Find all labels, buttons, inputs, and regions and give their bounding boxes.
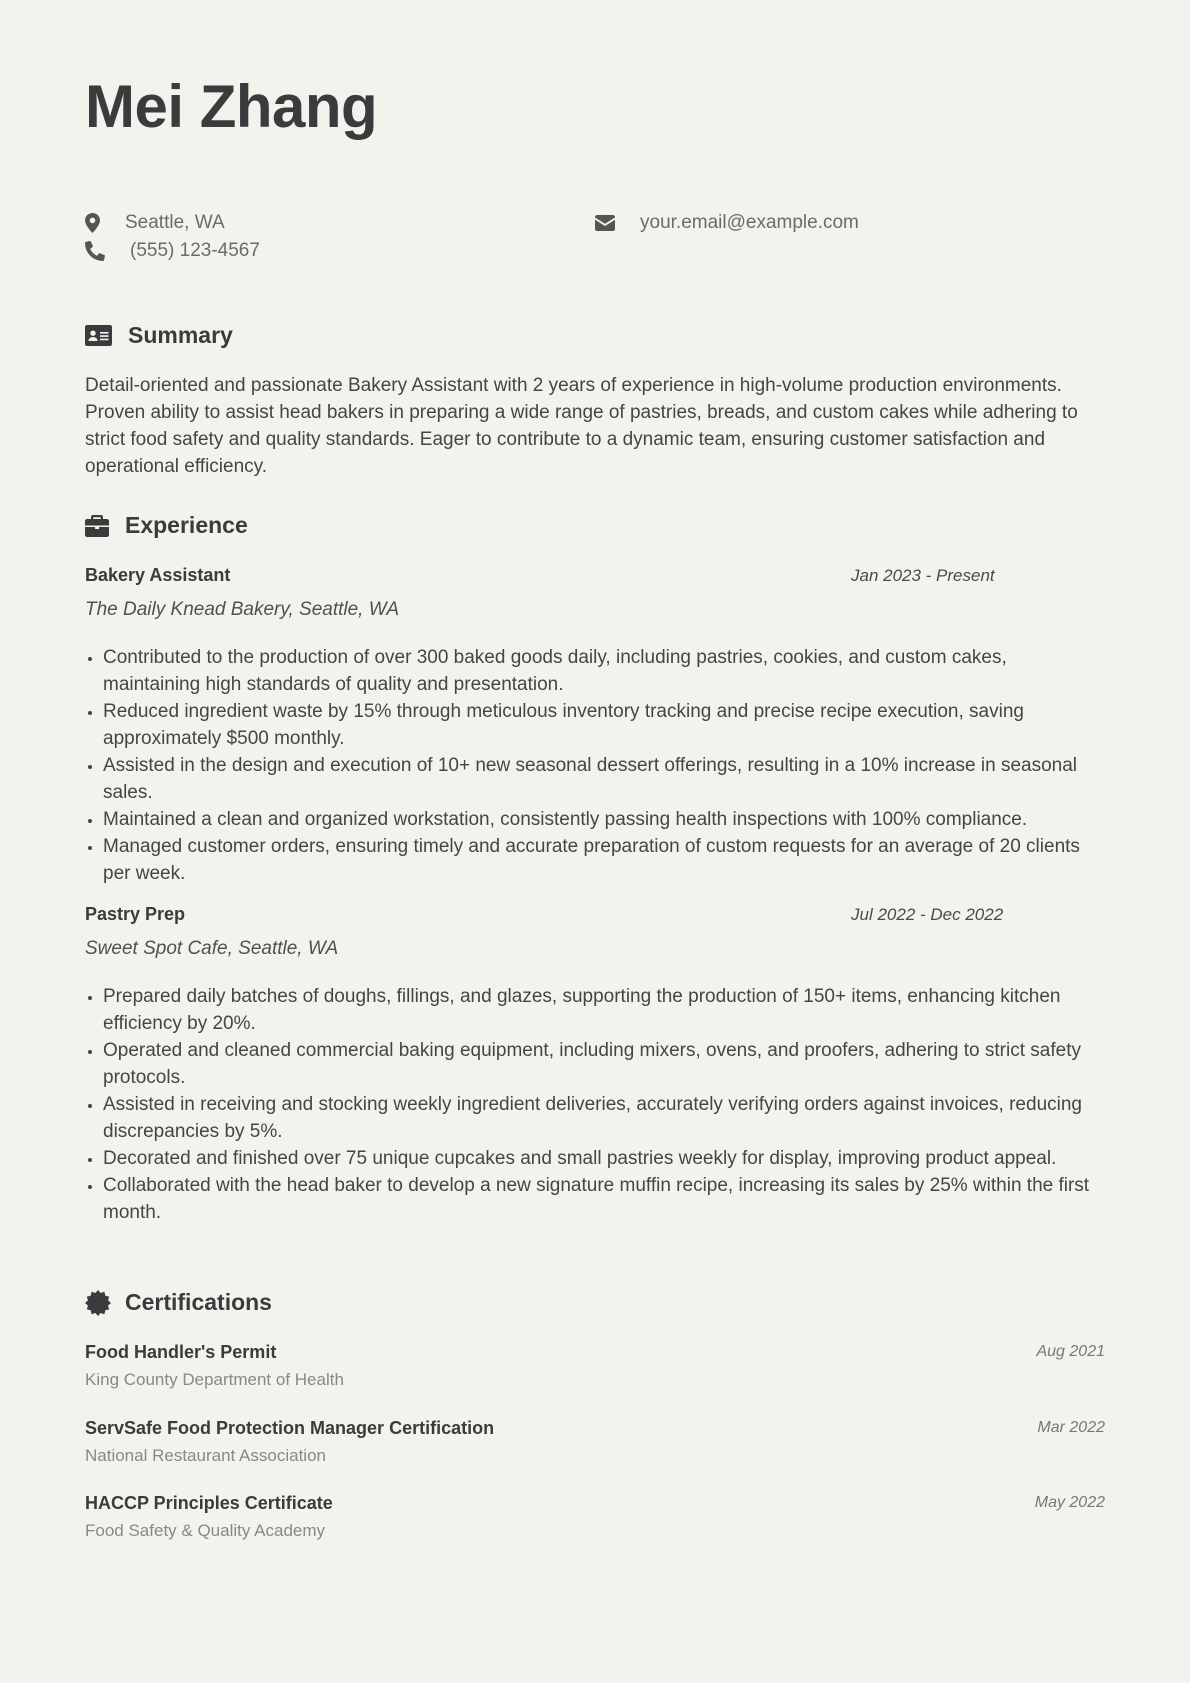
list-item: • Assisted in receiving and stocking weekly ingredient deliveries, accurately verifying orders against invoices, reducing discrepancies by 5%. xyxy=(103,1091,1105,1145)
cert-issuer: National Restaurant Association xyxy=(85,1446,326,1465)
cert-name: Food Handler's Permit xyxy=(85,1342,277,1362)
contact-email xyxy=(595,212,859,234)
briefcase-icon xyxy=(85,515,109,537)
cert-date: May 2022 xyxy=(1034,1494,1105,1511)
envelope-icon xyxy=(595,215,615,231)
email-link[interactable]: your.email@example.com xyxy=(640,212,859,233)
badge-icon xyxy=(85,1290,111,1316)
summary-title: Summary xyxy=(128,322,233,348)
cert-name: HACCP Principles Certificate xyxy=(85,1493,333,1513)
candidate-name: Mei Zhang xyxy=(85,73,378,140)
list-item: • Contributed to the production of over 300 baked goods daily, including pastries, cookies, and custom cakes, maintaining high standards of quality and presentation. xyxy=(103,644,1105,698)
contact-phone xyxy=(85,240,260,262)
job-dates: Jul 2022 - Dec 2022 xyxy=(851,905,1004,924)
list-item: • Managed customer orders, ensuring timely and accurate preparation of custom requests for an average of 20 clients per week. xyxy=(103,833,1105,887)
job-dates: Jan 2023 - Present xyxy=(851,566,995,585)
job-title: Pastry Prep xyxy=(85,904,186,924)
phone-text[interactable]: (555) 123-4567 xyxy=(130,240,260,261)
job-title: Bakery Assistant xyxy=(85,565,231,585)
map-marker-icon xyxy=(85,213,100,233)
certifications-title: Certifications xyxy=(125,1289,272,1315)
id-card-icon xyxy=(85,325,112,346)
cert-name: ServSafe Food Protection Manager Certification xyxy=(85,1418,495,1438)
phone-icon xyxy=(85,241,105,261)
list-item: • Decorated and finished over 75 unique cupcakes and small pastries weekly for display, improving product appeal. xyxy=(103,1145,1105,1172)
certifications-heading xyxy=(85,1289,272,1316)
contact-location xyxy=(85,212,225,234)
list-item: • Assisted in the design and execution of 10+ new seasonal dessert offerings, resulting in a 10% increase in seasonal sales. xyxy=(103,752,1105,806)
job-company: Sweet Spot Cafe, Seattle, WA xyxy=(85,938,339,959)
cert-issuer: Food Safety & Quality Academy xyxy=(85,1521,326,1540)
list-item: • Prepared daily batches of doughs, fillings, and glazes, supporting the production of 150+ items, enhancing kitchen efficiency by 20%. xyxy=(103,983,1105,1037)
list-item: • Maintained a clean and organized workstation, consistently passing health inspections with 100% compliance. xyxy=(103,806,1105,833)
list-item: • Reduced ingredient waste by 15% through meticulous inventory tracking and precise recipe execution, saving approximately $500 monthly. xyxy=(103,698,1105,752)
summary-heading xyxy=(85,322,233,349)
cert-issuer: King County Department of Health xyxy=(85,1370,344,1389)
cert-date: Mar 2022 xyxy=(1037,1419,1105,1436)
experience-title: Experience xyxy=(125,512,248,538)
location-text: Seattle, WA xyxy=(125,212,225,233)
job-company: The Daily Knead Bakery, Seattle, WA xyxy=(85,599,400,620)
cert-date: Aug 2021 xyxy=(1036,1343,1105,1360)
list-item: • Operated and cleaned commercial baking equipment, including mixers, ovens, and proofers, adhering to strict safety protocols. xyxy=(103,1037,1105,1091)
experience-heading xyxy=(85,512,248,539)
summary-text: Detail-oriented and passionate Bakery Assistant with 2 years of experience in high-volume production environments. Proven ability to assist head bakers in preparing a wide range of pastries, breads, and custom cakes while adhering to strict food safety and quality standards. Eager to contribute to a dynamic team, ensuring customer satisfaction and operational efficiency. xyxy=(85,375,1078,477)
list-item: • Collaborated with the head baker to develop a new signature muffin recipe, increasing its sales by 25% within the first month. xyxy=(103,1172,1105,1226)
job-bullets xyxy=(85,983,1105,1226)
job-bullets xyxy=(85,644,1105,887)
